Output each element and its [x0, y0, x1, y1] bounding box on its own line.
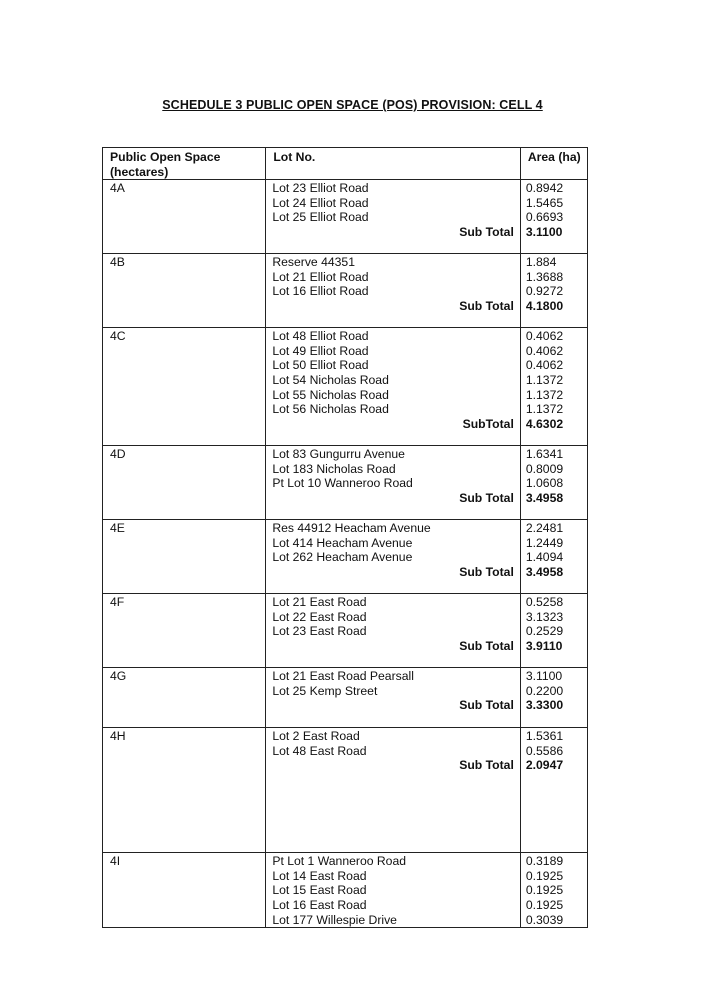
area-value: 3.1100: [525, 669, 563, 684]
subtotal-label: Sub Total: [459, 698, 514, 713]
pos-id: 4G: [110, 669, 127, 684]
lot-name: Lot 16 Elliot Road: [272, 284, 369, 299]
table-row: [103, 446, 588, 520]
area-value: 1.1372: [525, 402, 564, 417]
lot-name: Lot 22 East Road: [272, 609, 367, 624]
lot-name: Pt Lot 1 Wanneroo Road: [272, 854, 407, 869]
lots-cell: [266, 446, 521, 520]
lots-cell: [266, 254, 521, 328]
lot-name: Lot 21 East Road Pearsall: [272, 669, 414, 684]
lots-cell: [266, 594, 521, 668]
subtotal-label: Sub Total: [459, 638, 514, 653]
area-value: 1.1372: [525, 387, 564, 402]
area-value: 1.1372: [525, 372, 564, 387]
subtotal-value: 4.1800: [525, 298, 564, 313]
lot-name: Lot 21 Elliot Road: [272, 269, 369, 284]
pos-id: 4I: [110, 854, 121, 869]
subtotal-label: Sub Total: [459, 224, 514, 239]
lot-name: Lot 23 Elliot Road: [272, 181, 369, 196]
subtotal-label: Sub Total: [459, 490, 514, 505]
header-pos: Public Open Space (hectares): [103, 148, 266, 180]
area-cell: [520, 180, 587, 254]
subtotal-label: SubTotal: [462, 416, 514, 431]
lot-name: Lot 25 Kemp Street: [272, 683, 378, 698]
pos-id: 4A: [110, 181, 125, 196]
pos-id: 4E: [110, 521, 125, 536]
pos-id: 4C: [110, 329, 126, 344]
area-value: 1.2449: [525, 535, 564, 550]
subtotal-label: Sub Total: [459, 564, 514, 579]
table-row: [103, 328, 588, 446]
subtotal-value: 3.1100: [525, 224, 563, 239]
lot-name: Reserve 44351: [272, 255, 355, 270]
lot-name: Res 44912 Heacham Avenue: [272, 521, 431, 536]
table-row: [103, 180, 588, 254]
area-value: 0.1925: [525, 897, 564, 912]
subtotal-value: 3.3300: [525, 698, 564, 713]
pos-id-cell: [103, 594, 266, 668]
area-value: 0.8942: [525, 181, 564, 196]
area-value: 0.2529: [525, 624, 564, 639]
table-header-row: [103, 148, 588, 180]
area-value: 0.6693: [525, 210, 564, 225]
lot-name: Lot 50 Elliot Road: [272, 358, 369, 373]
lot-name: Lot 15 East Road: [272, 883, 367, 898]
table-row: [103, 853, 588, 928]
pos-id: 4B: [110, 255, 125, 270]
lots-cell: [266, 853, 521, 928]
area-cell: [520, 446, 587, 520]
lot-name: Lot 183 Nicholas Road: [272, 461, 396, 476]
pos-id: 4F: [110, 595, 125, 610]
lot-name: Lot 83 Gungurru Avenue: [272, 447, 405, 462]
pos-id-cell: [103, 853, 266, 928]
area-cell: [520, 728, 587, 853]
pos-id-cell: [103, 446, 266, 520]
lot-name: Lot 414 Heacham Avenue: [272, 535, 413, 550]
lot-name: Lot 14 East Road: [272, 868, 367, 883]
lots-cell: [266, 180, 521, 254]
lots-cell: [266, 728, 521, 853]
area-cell: [520, 668, 587, 728]
area-value: 1.5361: [525, 729, 564, 744]
area-value: 0.5586: [525, 743, 564, 758]
lots-cell: [266, 668, 521, 728]
area-cell: [520, 328, 587, 446]
subtotal-value: 4.6302: [525, 416, 564, 431]
area-value: 1.6341: [525, 447, 564, 462]
subtotal-label: Sub Total: [459, 298, 514, 313]
pos-id-cell: [103, 728, 266, 853]
pos-id-cell: [103, 254, 266, 328]
header-area: Area (ha): [520, 148, 587, 180]
lot-name: Lot 24 Elliot Road: [272, 195, 369, 210]
table-row: [103, 594, 588, 668]
lots-cell: [266, 328, 521, 446]
lot-name: Lot 48 East Road: [272, 743, 367, 758]
area-value: 0.5258: [525, 595, 564, 610]
lot-name: Lot 23 East Road: [272, 624, 367, 639]
subtotal-value: 2.0947: [525, 758, 564, 773]
pos-id-cell: [103, 328, 266, 446]
area-value: 3.1323: [525, 609, 564, 624]
area-value: 0.4062: [525, 343, 564, 358]
lot-name: Lot 48 Elliot Road: [272, 329, 369, 344]
area-cell: [520, 853, 587, 928]
area-cell: [520, 594, 587, 668]
subtotal-value: 3.4958: [525, 490, 564, 505]
table-row: [103, 728, 588, 853]
area-value: 0.1925: [525, 883, 564, 898]
lot-name: Lot 2 East Road: [272, 729, 360, 744]
header-lot: Lot No.: [266, 148, 521, 180]
lot-name: Lot 56 Nicholas Road: [272, 402, 389, 417]
pos-table: [102, 147, 588, 928]
lot-name: Lot 177 Willespie Drive: [272, 912, 397, 927]
lot-name: Lot 54 Nicholas Road: [272, 372, 389, 387]
area-value: 0.2200: [525, 683, 564, 698]
area-cell: [520, 254, 587, 328]
lot-name: Lot 25 Elliot Road: [272, 210, 369, 225]
pos-id: 4H: [110, 729, 126, 744]
table-row: [103, 520, 588, 594]
area-value: 0.9272: [525, 284, 564, 299]
area-value: 2.2481: [525, 521, 564, 536]
pos-id: 4D: [110, 447, 126, 462]
area-value: 0.3039: [525, 912, 564, 927]
area-value: 0.4062: [525, 329, 564, 344]
lot-name: Pt Lot 10 Wanneroo Road: [272, 476, 413, 491]
pos-id-cell: [103, 520, 266, 594]
area-value: 1.884: [525, 255, 557, 270]
area-value: 1.3688: [525, 269, 564, 284]
lot-name: Lot 49 Elliot Road: [272, 343, 369, 358]
area-value: 1.0608: [525, 476, 564, 491]
subtotal-value: 3.4958: [525, 564, 564, 579]
area-value: 1.4094: [525, 550, 564, 565]
lot-name: Lot 21 East Road: [272, 595, 367, 610]
page-title: SCHEDULE 3 PUBLIC OPEN SPACE (POS) PROVISION: CELL 4: [162, 98, 543, 112]
lots-cell: [266, 520, 521, 594]
area-value: 1.5465: [525, 195, 564, 210]
subtotal-value: 3.9110: [525, 638, 563, 653]
pos-id-cell: [103, 180, 266, 254]
table-row: [103, 254, 588, 328]
area-cell: [520, 520, 587, 594]
area-value: 0.8009: [525, 461, 564, 476]
lot-name: Lot 55 Nicholas Road: [272, 387, 389, 402]
area-value: 0.1925: [525, 868, 564, 883]
lot-name: Lot 262 Heacham Avenue: [272, 550, 413, 565]
subtotal-label: Sub Total: [459, 758, 514, 773]
table-row: [103, 668, 588, 728]
area-value: 0.4062: [525, 358, 564, 373]
lot-name: Lot 16 East Road: [272, 897, 367, 912]
pos-id-cell: [103, 668, 266, 728]
area-value: 0.3189: [525, 854, 564, 869]
